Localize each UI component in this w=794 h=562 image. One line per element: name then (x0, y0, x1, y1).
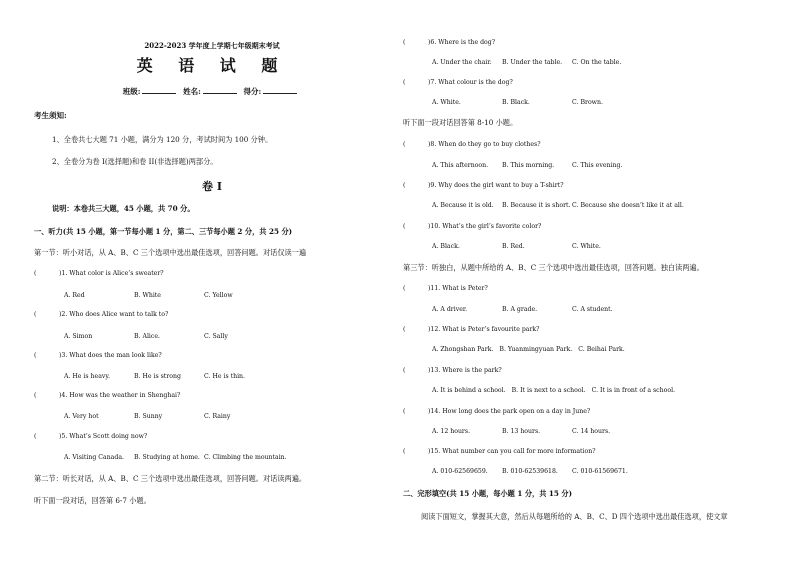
question-3: ( )3. What does the man look like? (34, 352, 162, 359)
question-6: ( )6. Where is the dog? (403, 39, 496, 46)
question-14: ( )14. How long does the park open on a day in June? (403, 408, 591, 415)
cloze-heading: 二、完形填空(共 15 小题，每小题 1 分，共 15 分) (403, 489, 573, 498)
question-11-options: A. A driver. B. A grade. C. A student. (432, 306, 613, 313)
question-4-options: A. Very hot B. Sunny C. Rainy (64, 413, 231, 420)
question-7-options: A. White. B. Black. C. Brown. (432, 99, 603, 106)
question-13: ( )13. Where is the park? (403, 367, 502, 374)
listening-section-2-sub1: 听下面一段对话，回答第 6-7 小题。 (34, 496, 151, 505)
right-column (403, 0, 783, 562)
question-15: ( )15. What number can you call for more information? (403, 448, 596, 455)
name-label: 姓名: (183, 87, 201, 96)
exam-subtitle: 2022-2023 学年度上学期七年级期末考试 (144, 41, 280, 50)
question-3-options: A. He is heavy. B. He is strong C. He is thin. (64, 373, 245, 380)
score-blank (263, 87, 297, 94)
notice-heading: 考生须知: (34, 111, 67, 120)
question-10: ( )10. What’s the girl’s favorite color? (403, 223, 542, 230)
notice-item-1: 1、全卷共七大题 71 小题，满分为 120 分，考试时间为 100 分钟。 (52, 135, 273, 144)
question-2: ( )2. Who does Alice want to talk to? (34, 311, 169, 318)
class-label: 班级: (122, 87, 141, 96)
listening-section-1: 第一节：听小对话，从 A、B、C 三个选项中选出最佳选项，回答问题。对话仅读一遍 (34, 248, 307, 257)
question-12: ( )12. What is Peter’s favourite park? (403, 326, 540, 333)
volume-note: 说明：本卷共三大题，45 小题，共 70 分。 (52, 204, 195, 213)
question-4: ( )4. How was the weather in Shenghai? (34, 392, 181, 399)
question-1-options: A. Red B. White C. Yellow (64, 292, 233, 299)
question-11: ( )11. What is Peter? (403, 285, 488, 292)
question-10-options: A. Black. B. Red. C. White. (432, 243, 601, 250)
listening-section-2-sub2: 听下面一段对话回答第 8-10 小题。 (403, 118, 518, 127)
question-14-options: A. 12 hours. B. 13 hours. C. 14 hours. (432, 428, 611, 435)
question-8: ( )8. When do they go to buy clothes? (403, 141, 541, 148)
cloze-intro: 阅读下面短文，掌握其大意，然后从每题所给的 A、B、C、D 四个选项中选出最佳选项，使文章 (421, 512, 728, 521)
notice-item-2: 2、全卷分为卷 I(选择题)和卷 II(非选择题)两部分。 (52, 157, 218, 166)
question-2-options: A. Simon B. Alice. C. Sally (64, 333, 228, 340)
score-label: 得分: (243, 87, 262, 96)
question-9: ( )9. Why does the girl want to buy a T-shirt? (403, 182, 564, 189)
question-6-options: A. Under the chair. B. Under the table. C. On the table. (432, 59, 622, 66)
question-13-options: A. It is behind a school. B. It is next to a school. C. It is in front of a school. (432, 387, 676, 394)
class-blank (142, 87, 176, 94)
exam-title: 英 语 试 题 (136, 56, 288, 75)
question-7: ( )7. What colour is the dog? (403, 79, 513, 86)
listening-section-2: 第二节：听长对话，从 A、B、C 三个选项中选出最佳选项，回答问题。对话读两遍。 (34, 474, 307, 483)
question-1: ( )1. What color is Alice’s sweater? (34, 270, 164, 277)
question-8-options: A. This afternoon. B. This morning. C. This evening. (432, 162, 623, 169)
name-blank (203, 87, 237, 94)
question-5-options: A. Visiting Canada. B. Studying at home. C. Climbing the mountain. (64, 454, 287, 461)
student-info-line (34, 87, 390, 97)
listening-section-3: 第三节：听独白，从题中所给的 A、B、C 三个选项中选出最佳选项，回答问题。独白读两遍。 (403, 263, 704, 272)
question-5: ( )5. What’s Scott doing now? (34, 433, 148, 440)
question-9-options: A. Because it is old. B. Because it is short. C. Because she doesn’t like it at all. (432, 202, 684, 209)
question-15-options: A. 010-62569659. B. 010-62539618. C. 010-61569671. (432, 468, 628, 475)
volume-title: 卷 I (202, 180, 222, 193)
left-column (34, 0, 390, 562)
listening-heading: 一、听力(共 15 小题，第一节每小题 1 分，第二、三节每小题 2 分，共 25 分) (34, 227, 293, 236)
question-12-options: A. Zhongshan Park. B. Yuanmingyuan Park. C. Beihai Park. (432, 346, 625, 353)
